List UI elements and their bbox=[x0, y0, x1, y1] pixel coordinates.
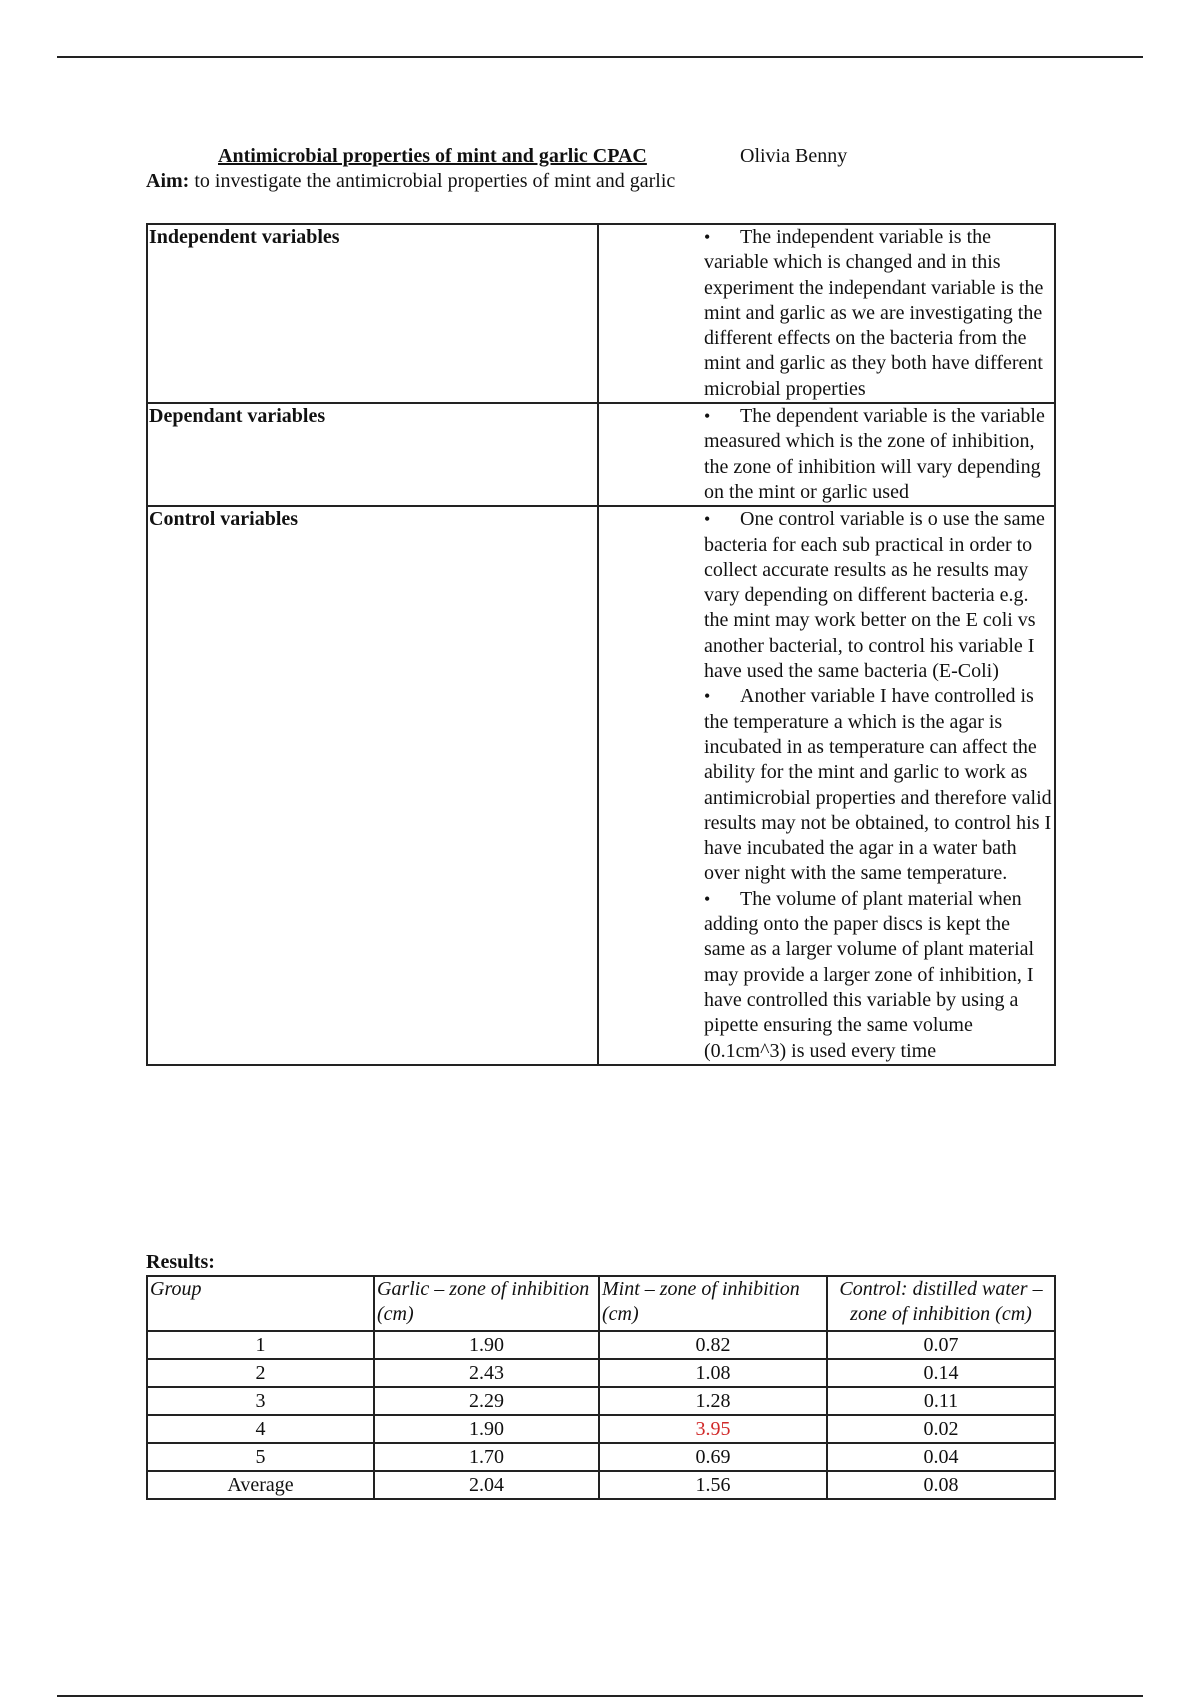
variables-row-dependent bbox=[147, 403, 1055, 506]
cell-garlic: 2.29 bbox=[374, 1387, 599, 1415]
cell-mint: 1.28 bbox=[599, 1387, 827, 1415]
cell-group: 1 bbox=[147, 1331, 374, 1359]
bullet-item: • The dependent variable is the variable measured which is the zone of inhibition, the zone of inhibition will vary depending on the mint or garlic used bbox=[704, 404, 1054, 505]
bullet-item: • One control variable is o use the same bacteria for each sub practical in order to collect accurate results as he results may vary depending on different bacteria e.g. the mint may work better on the E coli vs another bacterial, to control his variable I have used the same bacteria (E-Coli) bbox=[704, 507, 1054, 684]
cell-garlic: 1.70 bbox=[374, 1443, 599, 1471]
cell-mint-outlier: 3.95 bbox=[599, 1415, 827, 1443]
cell-mint: 0.69 bbox=[599, 1443, 827, 1471]
cell-control: 0.04 bbox=[827, 1443, 1055, 1471]
title-line bbox=[218, 145, 848, 168]
cell-control: 0.02 bbox=[827, 1415, 1055, 1443]
variable-label: Dependant variables bbox=[147, 403, 598, 506]
table-row bbox=[147, 1331, 1055, 1359]
variable-label: Control variables bbox=[147, 506, 598, 1065]
table-row bbox=[147, 1415, 1055, 1443]
cell-group: 4 bbox=[147, 1415, 374, 1443]
table-row bbox=[147, 1387, 1055, 1415]
results-table bbox=[146, 1275, 1056, 1500]
cell-control: 0.14 bbox=[827, 1359, 1055, 1387]
bullet-item: • Another variable I have controlled is the temperature a which is the agar is incubated in as temperature can affect the ability for the mint and garlic to work as antimicrobial properties and therefore valid results may not be obtained, to control his I have incubated the agar in a water bath over night with the same temperature. bbox=[704, 684, 1054, 886]
results-header-row bbox=[147, 1276, 1055, 1331]
cell-control: 0.08 bbox=[827, 1471, 1055, 1499]
cell-control: 0.07 bbox=[827, 1331, 1055, 1359]
cell-mint: 0.82 bbox=[599, 1331, 827, 1359]
variable-description bbox=[598, 224, 1055, 403]
cell-group: 5 bbox=[147, 1443, 374, 1471]
aim-label: Aim: bbox=[146, 170, 190, 192]
column-header-group: Group bbox=[147, 1276, 374, 1331]
bullet-item: • The volume of plant material when adding onto the paper discs is kept the same as a larger volume of plant material may provide a larger zone of inhibition, I have controlled this variable by using a pipette ensuring the same volume (0.1cm^3) is used every time bbox=[704, 887, 1054, 1064]
aim-line bbox=[146, 170, 675, 193]
header-rule bbox=[57, 56, 1143, 58]
variable-description bbox=[598, 403, 1055, 506]
footer-rule bbox=[57, 1695, 1143, 1697]
cell-garlic: 1.90 bbox=[374, 1331, 599, 1359]
variables-row-independent bbox=[147, 224, 1055, 403]
aim-text: to investigate the antimicrobial properties of mint and garlic bbox=[194, 170, 676, 192]
cell-group: 2 bbox=[147, 1359, 374, 1387]
bullet-item: • The independent variable is the variable which is changed and in this experiment the independant variable is the mint and garlic as we are investigating the different effects on the bacteria from the mint and garlic as they both have different microbial properties bbox=[704, 225, 1054, 402]
variable-description bbox=[598, 506, 1055, 1065]
cell-garlic: 1.90 bbox=[374, 1415, 599, 1443]
cell-mint: 1.08 bbox=[599, 1359, 827, 1387]
column-header-control: Control: distilled water – zone of inhibition (cm) bbox=[827, 1276, 1055, 1331]
results-label: Results: bbox=[146, 1251, 215, 1273]
document-title: Antimicrobial properties of mint and garlic CPAC bbox=[218, 145, 647, 167]
cell-mint: 1.56 bbox=[599, 1471, 827, 1499]
cell-group: 3 bbox=[147, 1387, 374, 1415]
cell-control: 0.11 bbox=[827, 1387, 1055, 1415]
variable-label: Independent variables bbox=[147, 224, 598, 403]
variables-row-control bbox=[147, 506, 1055, 1065]
table-row bbox=[147, 1443, 1055, 1471]
cell-group: Average bbox=[147, 1471, 374, 1499]
column-header-mint: Mint – zone of inhibition (cm) bbox=[599, 1276, 827, 1331]
table-row bbox=[147, 1359, 1055, 1387]
author-name: Olivia Benny bbox=[740, 145, 848, 167]
column-header-garlic: Garlic – zone of inhibition (cm) bbox=[374, 1276, 599, 1331]
table-row-average bbox=[147, 1471, 1055, 1499]
cell-garlic: 2.04 bbox=[374, 1471, 599, 1499]
variables-table bbox=[146, 223, 1056, 1066]
cell-garlic: 2.43 bbox=[374, 1359, 599, 1387]
